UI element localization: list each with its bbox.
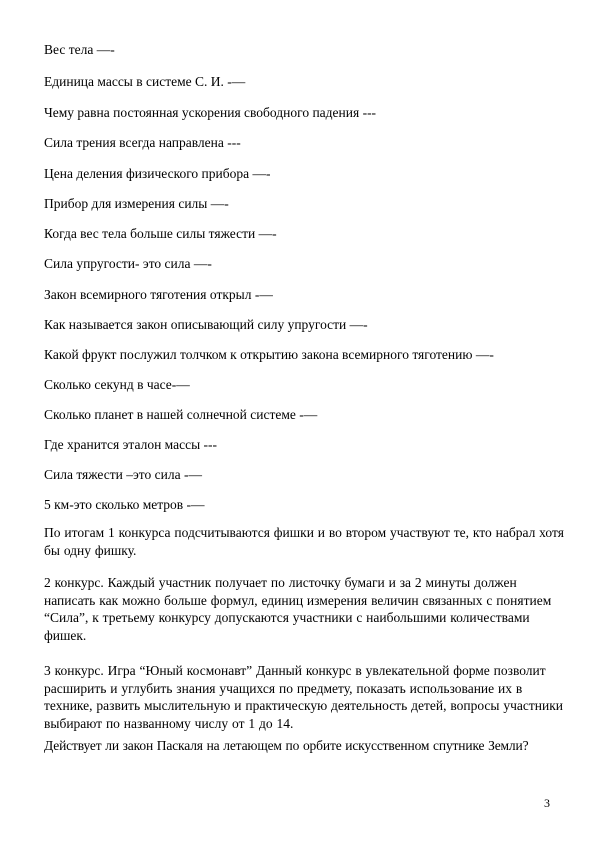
question-line: Как называется закон описывающий силу упругости —- xyxy=(44,317,368,332)
paragraph: По итогам 1 конкурса подсчитываются фишки и во втором участвуют те, кто набрал хотя бы одну фишку. xyxy=(44,525,564,558)
question-line: Сила тяжести –это сила -— xyxy=(44,467,202,482)
question-line: Где хранится эталон массы --- xyxy=(44,437,218,452)
question-line: Сила упругости- это сила —- xyxy=(44,256,212,271)
question-line: Какой фрукт послужил толчком к открытию закона всемирного тяготению —- xyxy=(44,347,494,362)
question-line: Когда вес тела больше силы тяжести —- xyxy=(44,226,277,241)
question-line: Единица массы в системе С. И. -— xyxy=(44,74,246,89)
question-line: Вес тела —- xyxy=(44,42,115,57)
question-line: Закон всемирного тяготения открыл -— xyxy=(44,287,273,302)
question-line: Сила трения всегда направлена --- xyxy=(44,135,241,150)
question-line: Сколько планет в нашей солнечной системе -— xyxy=(44,407,318,422)
question-line: Прибор для измерения силы —- xyxy=(44,196,229,211)
page-number: 3 xyxy=(544,796,550,810)
paragraph: 2 конкурс. Каждый участник получает по листочку бумаги и за 2 минуты должен написать как можно больше формул, единиц измерения величин связанных с понятием “Сила”, к третьему конкурсу допускаются участники с наибольшими количествами фишек. xyxy=(44,575,552,643)
paragraph: Действует ли закон Паскаля на летающем по орбите искусственном спутнике Земли? xyxy=(44,738,529,753)
question-line: Сколько секунд в часе-— xyxy=(44,377,190,392)
question-line: Цена деления физического прибора —- xyxy=(44,166,271,181)
question-line: 5 км-это сколько метров -— xyxy=(44,497,205,512)
paragraph: 3 конкурс. Игра “Юный космонавт” Данный конкурс в увлекательной форме позволит расширить и углубить знания учащихся по предмету, показать использование их в технике, развить мыслительную и практическую деятельность детей, вопросы участники выбирают по названному числу от 1 до 14. xyxy=(44,663,564,731)
question-line: Чему равна постоянная ускорения свободного падения --- xyxy=(44,105,377,120)
